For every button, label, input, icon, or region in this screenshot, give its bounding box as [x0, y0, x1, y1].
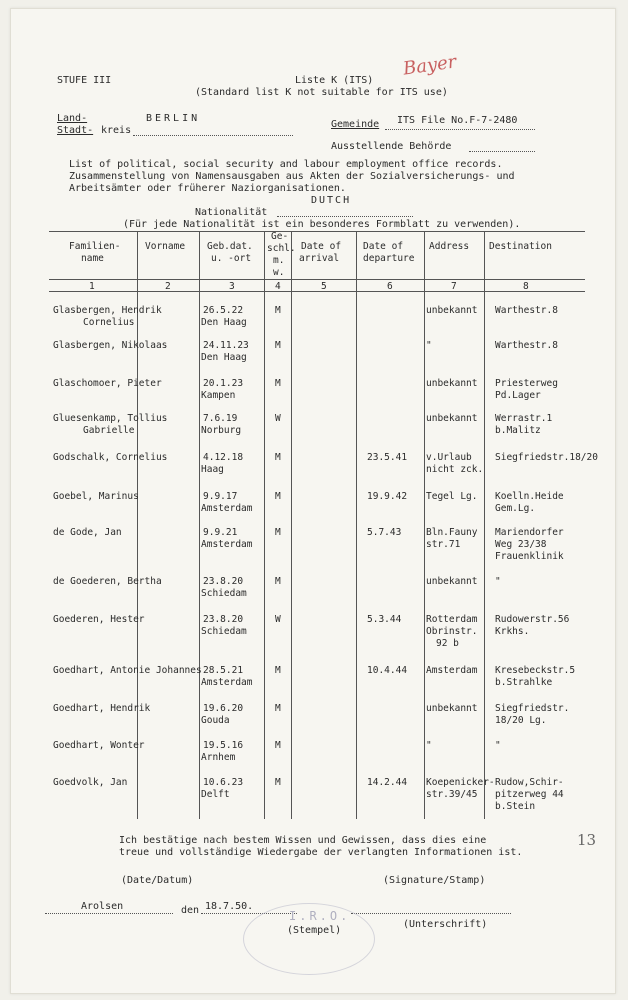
birth-place: Kampen [201, 390, 236, 401]
col-header-vorname: Vorname [145, 241, 186, 252]
date-value: 18.7.50. [205, 901, 254, 912]
address-line-1: Tegel Lg. [426, 491, 478, 502]
col-divider [137, 231, 138, 819]
birth-place: Schiedam [201, 626, 247, 637]
sex: M [275, 340, 281, 351]
given-name: Gabrielle [83, 425, 135, 436]
destination-line-2: Gem.Lg. [495, 503, 536, 514]
stamp-text: I.R.O. [289, 909, 351, 923]
birth-date: 7.6.19 [203, 413, 238, 424]
col-header-geburt-2: u. -ort [211, 253, 252, 264]
signature-dotted-line [351, 913, 511, 914]
col-header-geschlecht-3: m. [273, 255, 285, 266]
destination-line-3: b.Stein [495, 801, 536, 812]
col-number: 7 [451, 281, 457, 292]
sex: M [275, 527, 281, 538]
destination-line-2: pitzerweg 44 [495, 789, 564, 800]
place-value: Arolsen [81, 901, 124, 912]
family-name: de Goederen, Bertha [53, 576, 162, 587]
signature-label: (Signature/Stamp) [383, 875, 486, 886]
family-name: Gluesenkamp, Tollius [53, 413, 168, 424]
birth-date: 9.9.21 [203, 527, 238, 538]
col-header-departure: Date of [363, 241, 404, 252]
col-header-departure-2: departure [363, 253, 415, 264]
family-name: de Gode, Jan [53, 527, 122, 538]
destination-line-1: Siegfriedstr.18/20 [495, 452, 598, 463]
table-header-rule [49, 279, 585, 280]
departure-date: 19.9.42 [367, 491, 408, 502]
place-dotted-line [45, 913, 173, 914]
col-number: 4 [275, 281, 281, 292]
address-line-1: unbekannt [426, 378, 478, 389]
address-line-1: unbekannt [426, 576, 478, 587]
address-line-2: str.71 [426, 539, 461, 550]
land-label: Land- [57, 113, 88, 124]
destination-line-1: Rudowerstr.56 [495, 614, 570, 625]
description-de-1: Zusammenstellung von Namensausgaben aus Akten der Sozialversicherungs- und [69, 171, 515, 182]
given-name: Cornelius [83, 317, 135, 328]
col-header-geschlecht: Ge- [271, 231, 289, 242]
destination-line-1: Werrastr.1 [495, 413, 553, 424]
birth-place: Gouda [201, 715, 230, 726]
destination-line-2: Pd.Lager [495, 390, 541, 401]
col-divider [264, 231, 265, 819]
address-line-1: v.Urlaub [426, 452, 472, 463]
destination-line-1: Kresebeckstr.5 [495, 665, 576, 676]
liste-note: (Standard list K not suitable for ITS use) [195, 87, 448, 98]
birth-place: Den Haag [201, 352, 247, 363]
col-header-familienname: Familien- [69, 241, 121, 252]
table-number-rule [49, 291, 585, 292]
departure-date: 23.5.41 [367, 452, 408, 463]
birth-date: 4.12.18 [203, 452, 244, 463]
document-page [10, 8, 616, 994]
address-line-2: Obrinstr. [426, 626, 478, 637]
nationality-note: (Für jede Nationalität ist ein besonderes Formblatt zu verwenden). [123, 219, 521, 230]
address-line-1: " [426, 740, 432, 751]
liste-title: Liste K (ITS) [295, 75, 374, 86]
stempel-label: (Stempel) [287, 925, 342, 936]
birth-place: Arnhem [201, 752, 236, 763]
destination-line-2: 18/20 Lg. [495, 715, 547, 726]
address-line-1: Bln.Fauny [426, 527, 478, 538]
destination-line-1: Priesterweg [495, 378, 558, 389]
stufe-label: STUFE III [57, 75, 112, 86]
col-header-arrival: Date of [301, 241, 342, 252]
family-name: Glaschomoer, Pieter [53, 378, 162, 389]
address-line-2: nicht zck. [426, 464, 484, 475]
gemeinde-dotted-line [385, 129, 535, 130]
nationality-dotted-line [277, 216, 413, 217]
birth-place: Amsterdam [201, 503, 253, 514]
departure-date: 5.3.44 [367, 614, 402, 625]
sex: M [275, 491, 281, 502]
col-number: 1 [89, 281, 95, 292]
description-en: List of political, social security and labour employment office records. [69, 159, 503, 170]
address-line-1: Rotterdam [426, 614, 478, 625]
address-line-1: Koepenicker- [426, 777, 495, 788]
birth-place: Haag [201, 464, 224, 475]
family-name: Goedvolk, Jan [53, 777, 128, 788]
col-number: 2 [165, 281, 171, 292]
ausstellende-dotted-line [469, 151, 535, 152]
sex: M [275, 665, 281, 676]
family-name: Glasbergen, Hendrik [53, 305, 162, 316]
destination-line-1: Siegfriedstr. [495, 703, 570, 714]
kreis-value: BERLIN [146, 113, 201, 124]
kreis-dotted-line [133, 135, 293, 136]
col-header-destination: Destination [489, 241, 552, 252]
address-line-1: Amsterdam [426, 665, 478, 676]
departure-date: 5.7.43 [367, 527, 402, 538]
confirmation-line-2: treue und vollständige Wiedergabe der verlangten Informationen ist. [119, 847, 523, 858]
birth-place: Delft [201, 789, 230, 800]
birth-date: 24.11.23 [203, 340, 249, 351]
address-line-2: str.39/45 [426, 789, 478, 800]
ausstellende-label: Ausstellende Behörde [331, 141, 452, 152]
family-name: Goedhart, Antonie Johannes [53, 665, 202, 676]
confirmation-line-1: Ich bestätige nach bestem Wissen und Gewissen, dass dies eine [119, 835, 487, 846]
destination-line-2: b.Malitz [495, 425, 541, 436]
sex: W [275, 413, 281, 424]
col-number: 3 [229, 281, 235, 292]
departure-date: 14.2.44 [367, 777, 408, 788]
address-line-1: unbekannt [426, 413, 478, 424]
description-de-2: Arbeitsämter oder früherer Naziorganisationen. [69, 183, 346, 194]
birth-date: 19.6.20 [203, 703, 244, 714]
birth-date: 9.9.17 [203, 491, 238, 502]
nationality-label: Nationalität [195, 207, 268, 218]
table-top-rule [49, 231, 585, 232]
col-divider [291, 231, 292, 819]
col-header-familienname-2: name [81, 253, 104, 264]
col-header-geburt: Geb.dat. [207, 241, 253, 252]
birth-place: Amsterdam [201, 539, 253, 550]
sex: M [275, 378, 281, 389]
family-name: Goedhart, Wonter [53, 740, 145, 751]
unterschrift-label: (Unterschrift) [403, 919, 488, 930]
nationality-value: DUTCH [311, 195, 352, 206]
col-header-arrival-2: arrival [299, 253, 340, 264]
col-header-address: Address [429, 241, 470, 252]
sex: M [275, 740, 281, 751]
destination-line-1: Rudow,Schir- [495, 777, 564, 788]
col-divider [484, 231, 485, 819]
stadt-label: Stadt- [57, 125, 94, 136]
destination-line-1: Koelln.Heide [495, 491, 564, 502]
destination-line-1: Warthestr.8 [495, 340, 558, 351]
col-divider [199, 231, 200, 819]
destination-line-1: Mariendorfer [495, 527, 564, 538]
sex: M [275, 305, 281, 316]
its-file-number: ITS File No.F-7-2480 [397, 115, 518, 126]
birth-date: 23.8.20 [203, 576, 244, 587]
destination-line-3: Frauenklinik [495, 551, 564, 562]
birth-date: 28.5.21 [203, 665, 244, 676]
address-line-1: unbekannt [426, 305, 478, 316]
destination-line-1: Warthestr.8 [495, 305, 558, 316]
birth-place: Norburg [201, 425, 242, 436]
gemeinde-label: Gemeinde [331, 119, 380, 130]
col-divider [424, 231, 425, 819]
birth-date: 19.5.16 [203, 740, 244, 751]
family-name: Godschalk, Cornelius [53, 452, 168, 463]
address-line-3: 92 b [436, 638, 459, 649]
birth-place: Amsterdam [201, 677, 253, 688]
margin-annotation: 13 [577, 831, 597, 849]
sex: W [275, 614, 281, 625]
destination-line-2: Weg 23/38 [495, 539, 547, 550]
destination-line-2: Krkhs. [495, 626, 530, 637]
family-name: Goedhart, Hendrik [53, 703, 151, 714]
date-label: (Date/Datum) [121, 875, 194, 886]
sex: M [275, 777, 281, 788]
den-label: den [181, 905, 200, 916]
col-header-geschlecht-2: schl. [267, 243, 296, 254]
birth-date: 10.6.23 [203, 777, 244, 788]
family-name: Glasbergen, Nikolaas [53, 340, 168, 351]
destination-line-1: " [495, 576, 501, 587]
col-number: 8 [523, 281, 529, 292]
family-name: Goebel, Marinus [53, 491, 139, 502]
sex: M [275, 452, 281, 463]
family-name: Goederen, Hester [53, 614, 145, 625]
destination-line-2: b.Strahlke [495, 677, 553, 688]
sex: M [275, 576, 281, 587]
birth-place: Schiedam [201, 588, 247, 599]
col-number: 6 [387, 281, 393, 292]
col-header-geschlecht-4: w. [273, 267, 285, 278]
address-line-1: " [426, 340, 432, 351]
birth-place: Den Haag [201, 317, 247, 328]
departure-date: 10.4.44 [367, 665, 408, 676]
col-divider [356, 231, 357, 819]
sex: M [275, 703, 281, 714]
destination-line-1: " [495, 740, 501, 751]
col-number: 5 [321, 281, 327, 292]
birth-date: 20.1.23 [203, 378, 244, 389]
address-line-1: unbekannt [426, 703, 478, 714]
handwritten-annotation: Bayer [401, 51, 458, 80]
kreis-label: kreis [101, 125, 132, 136]
birth-date: 23.8.20 [203, 614, 244, 625]
birth-date: 26.5.22 [203, 305, 244, 316]
